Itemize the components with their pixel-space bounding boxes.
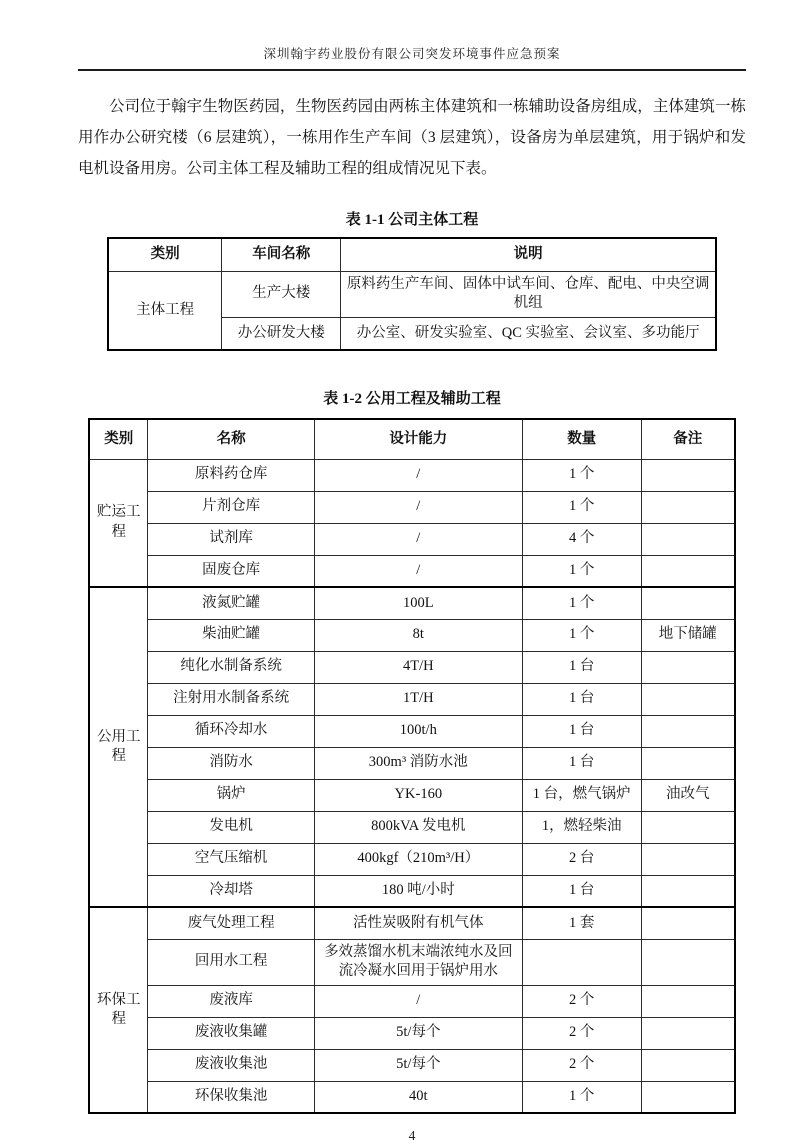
table-row <box>89 843 735 875</box>
cell-note <box>641 587 735 619</box>
table-row <box>89 985 735 1017</box>
cell-note <box>641 523 735 555</box>
cell-name: 发电机 <box>148 811 314 843</box>
cell-qty: 1 个 <box>522 587 641 619</box>
table-row <box>89 779 735 811</box>
table-row <box>89 619 735 651</box>
header-cell-desc: 说明 <box>341 238 716 271</box>
cell-capacity: 40t <box>314 1081 522 1113</box>
header-cell-category: 类别 <box>89 419 148 459</box>
cell-note <box>641 843 735 875</box>
cell-name: 柴油贮罐 <box>148 619 314 651</box>
cell-note <box>641 907 735 939</box>
cell-qty: 2 个 <box>522 1049 641 1081</box>
cell-name: 废液库 <box>148 985 314 1017</box>
cell-name: 空气压缩机 <box>148 843 314 875</box>
cell-note <box>641 875 735 907</box>
table-row <box>89 587 735 619</box>
intro-paragraph: 公司位于翰宇生物医药园，生物医药园由两栋主体建筑和一栋辅助设备房组成，主体建筑一栋用作办公研究楼（6 层建筑），一栋用作生产车间（3 层建筑），设备房为单层建筑，用于锅炉和发电机设备用房。公司主体工程及辅助工程的组成情况见下表。 <box>78 98 746 177</box>
cell-capacity: / <box>314 459 522 491</box>
table-row <box>89 811 735 843</box>
cell-qty: 1 个 <box>522 1081 641 1113</box>
cell-qty: 1 个 <box>522 555 641 587</box>
cell-qty: 1 台 <box>522 875 641 907</box>
table-row <box>89 491 735 523</box>
cell-name: 纯化水制备系统 <box>148 651 314 683</box>
cell-capacity: 300m³ 消防水池 <box>314 747 522 779</box>
table-row <box>89 523 735 555</box>
header-cell-category: 类别 <box>108 238 222 271</box>
table-row <box>89 459 735 491</box>
cell-name: 原料药仓库 <box>148 459 314 491</box>
cell-note <box>641 985 735 1017</box>
cell-capacity: 5t/每个 <box>314 1049 522 1081</box>
table-row <box>89 907 735 939</box>
table-row <box>89 939 735 985</box>
table-1-2 <box>88 418 736 1114</box>
cell-note <box>641 555 735 587</box>
table-1-2-body <box>89 459 735 1113</box>
table-row <box>89 875 735 907</box>
page-number: 4 <box>408 1128 416 1144</box>
table-1-2-title: 表 1-2 公用工程及辅助工程 <box>323 391 501 408</box>
page-header <box>78 44 746 71</box>
cell-capacity: / <box>314 555 522 587</box>
cell-name: 注射用水制备系统 <box>148 683 314 715</box>
cell-capacity: 400kgf（210m³/H） <box>314 843 522 875</box>
header-cell-capacity: 设计能力 <box>314 419 522 459</box>
table-row <box>89 1017 735 1049</box>
cell-capacity: / <box>314 985 522 1017</box>
cell-note <box>641 1017 735 1049</box>
cell-note <box>641 1081 735 1113</box>
header-cell-name: 车间名称 <box>222 238 341 271</box>
cell-note <box>641 1049 735 1081</box>
table-1-1-head <box>108 238 716 271</box>
cell-qty: 1 个 <box>522 619 641 651</box>
header-cell-note: 备注 <box>641 419 735 459</box>
table-1-1 <box>107 237 717 351</box>
table-row <box>89 555 735 587</box>
cell-name: 片剂仓库 <box>148 491 314 523</box>
cell-capacity: 180 吨/小时 <box>314 875 522 907</box>
cell-capacity: 4T/H <box>314 651 522 683</box>
cell-qty: 1 个 <box>522 491 641 523</box>
cell-capacity: 多效蒸馏水机末端浓纯水及回流冷凝水回用于锅炉用水 <box>314 939 522 985</box>
table-1-1-body <box>108 271 716 350</box>
cell-category: 环保工程 <box>89 907 148 1113</box>
cell-note <box>641 459 735 491</box>
cell-name: 液氮贮罐 <box>148 587 314 619</box>
cell-qty: 1 台 <box>522 651 641 683</box>
table-row <box>89 715 735 747</box>
cell-qty: 2 台 <box>522 843 641 875</box>
cell-capacity: / <box>314 491 522 523</box>
cell-name: 试剂库 <box>148 523 314 555</box>
table-row <box>108 238 716 271</box>
cell-name: 固废仓库 <box>148 555 314 587</box>
cell-desc: 办公室、研发实验室、QC 实验室、会议室、多功能厅 <box>341 317 716 350</box>
cell-note <box>641 939 735 985</box>
cell-capacity: 100L <box>314 587 522 619</box>
cell-name: 回用水工程 <box>148 939 314 985</box>
cell-qty: 1 个 <box>522 459 641 491</box>
cell-name: 消防水 <box>148 747 314 779</box>
cell-name: 生产大楼 <box>222 271 341 317</box>
cell-note <box>641 683 735 715</box>
cell-qty: 1 台 <box>522 715 641 747</box>
cell-capacity: YK-160 <box>314 779 522 811</box>
cell-category: 主体工程 <box>108 271 222 350</box>
table-row <box>89 651 735 683</box>
cell-name: 环保收集池 <box>148 1081 314 1113</box>
cell-capacity: 活性炭吸附有机气体 <box>314 907 522 939</box>
cell-note <box>641 491 735 523</box>
cell-qty: 1 台 <box>522 747 641 779</box>
cell-qty: 4 个 <box>522 523 641 555</box>
header-cell-name: 名称 <box>148 419 314 459</box>
cell-qty: 2 个 <box>522 1017 641 1049</box>
header-title: 深圳翰宇药业股份有限公司突发环境事件应急预案 <box>263 47 561 61</box>
cell-name: 冷却塔 <box>148 875 314 907</box>
cell-note <box>641 747 735 779</box>
cell-desc: 原料药生产车间、固体中试车间、仓库、配电、中央空调机组 <box>341 271 716 317</box>
table-1-1-title: 表 1-1 公司主体工程 <box>345 212 479 228</box>
cell-qty: 1 台 <box>522 683 641 715</box>
cell-name: 废液收集池 <box>148 1049 314 1081</box>
cell-qty: 1，燃轻柴油 <box>522 811 641 843</box>
cell-name: 办公研发大楼 <box>222 317 341 350</box>
table-row <box>89 419 735 459</box>
header-cell-qty: 数量 <box>522 419 641 459</box>
table-row <box>89 683 735 715</box>
cell-capacity: 1T/H <box>314 683 522 715</box>
cell-name: 废气处理工程 <box>148 907 314 939</box>
cell-note <box>641 651 735 683</box>
cell-capacity: 800kVA 发电机 <box>314 811 522 843</box>
cell-qty <box>522 939 641 985</box>
table-row <box>89 747 735 779</box>
cell-category: 公用工程 <box>89 587 148 907</box>
cell-capacity: 100t/h <box>314 715 522 747</box>
cell-qty: 2 个 <box>522 985 641 1017</box>
cell-qty: 1 台，燃气锅炉 <box>522 779 641 811</box>
cell-name: 循环冷却水 <box>148 715 314 747</box>
cell-capacity: 8t <box>314 619 522 651</box>
cell-note: 地下储罐 <box>641 619 735 651</box>
cell-capacity: 5t/每个 <box>314 1017 522 1049</box>
cell-category: 贮运工程 <box>89 459 148 587</box>
cell-note: 油改气 <box>641 779 735 811</box>
cell-name: 废液收集罐 <box>148 1017 314 1049</box>
table-row <box>108 271 716 317</box>
cell-capacity: / <box>314 523 522 555</box>
table-row <box>89 1049 735 1081</box>
cell-qty: 1 套 <box>522 907 641 939</box>
table-1-2-head <box>89 419 735 459</box>
cell-note <box>641 715 735 747</box>
cell-note <box>641 811 735 843</box>
cell-name: 锅炉 <box>148 779 314 811</box>
table-row <box>89 1081 735 1113</box>
